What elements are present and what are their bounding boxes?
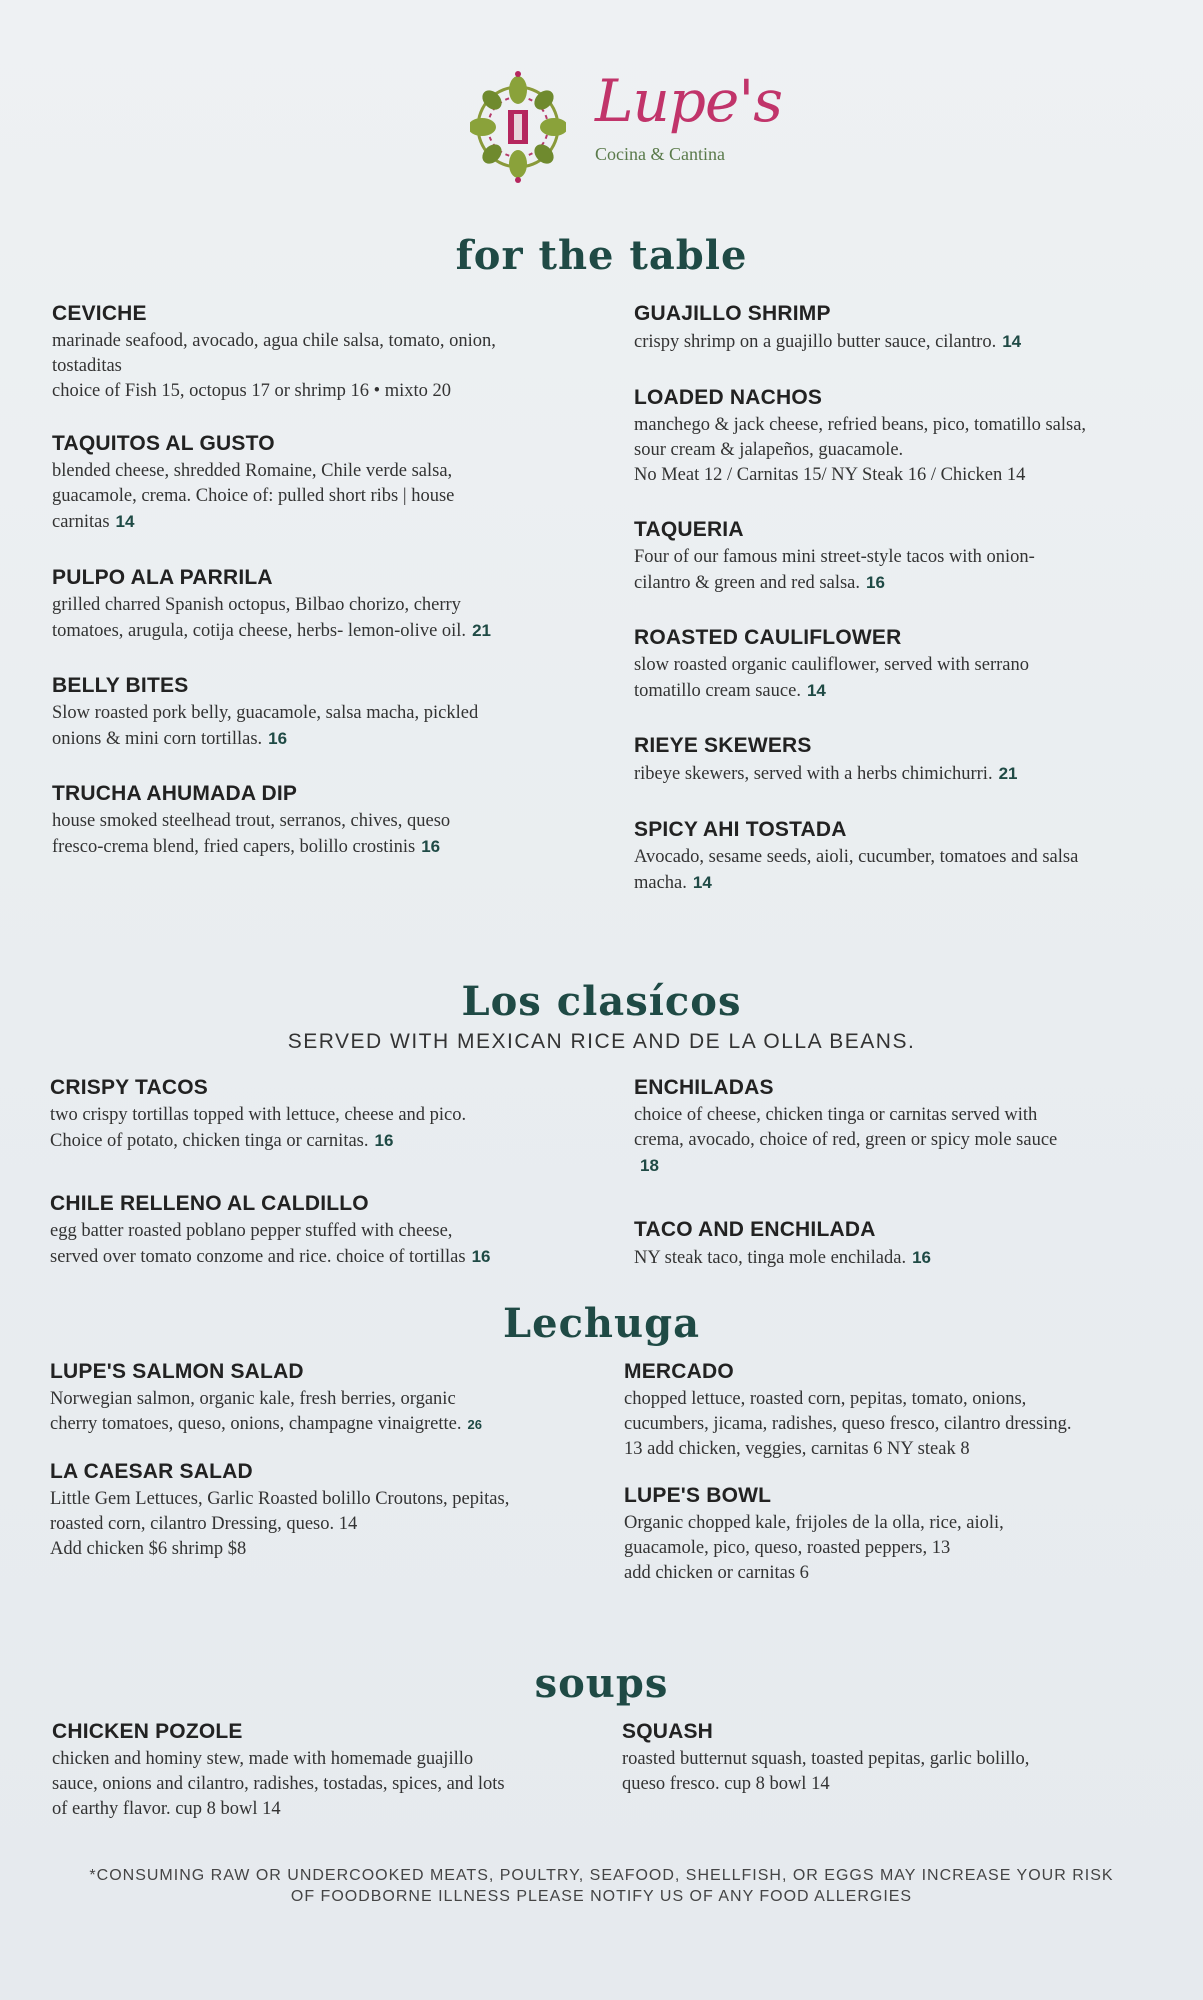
item-name: MERCADO (624, 1360, 734, 1383)
menu-item-guajillo-shrimp (634, 302, 1174, 355)
item-name: ROASTED CAULIFLOWER (634, 626, 902, 649)
menu-item-ceviche (52, 302, 572, 404)
item-desc-line: tomatoes, arugula, cotija cheese, herbs- lemon-olive oil. (52, 621, 467, 641)
menu-item-mercado (624, 1360, 1184, 1462)
item-name: ENCHILADAS (634, 1076, 774, 1099)
menu-item-taquitos (52, 432, 572, 535)
item-name: CHICKEN POZOLE (52, 1720, 243, 1743)
item-price: 16 (471, 1247, 491, 1266)
item-desc-line: manchego & jack cheese, refried beans, pico, tomatillo salsa, (634, 415, 1087, 435)
menu-item-taco-and-enchilada (634, 1218, 1174, 1271)
menu-item-belly-bites (52, 674, 572, 752)
item-name: BELLY BITES (52, 674, 189, 697)
item-desc-line: crispy shrimp on a guajillo butter sauce, cilantro. (634, 332, 997, 352)
item-name: CHILE RELLENO AL CALDILLO (50, 1192, 369, 1215)
disclaimer-line: OF FOODBORNE ILLNESS PLEASE NOTIFY US OF ANY FOOD ALLERGIES (290, 1888, 913, 1905)
allergy-disclaimer (30, 1865, 1173, 1907)
item-desc-line: egg batter roasted poblano pepper stuffed with cheese, (50, 1221, 453, 1241)
item-desc-line: 13 add chicken, veggies, carnitas 6 NY steak 8 (624, 1439, 970, 1459)
item-name: RIEYE SKEWERS (634, 734, 812, 757)
item-price: 21 (998, 764, 1018, 783)
item-desc-line: slow roasted organic cauliflower, served with serrano (634, 655, 1029, 675)
item-desc-line: onions & mini corn tortillas. (52, 729, 263, 749)
item-name: CRISPY TACOS (50, 1076, 208, 1099)
item-price: 16 (374, 1131, 394, 1150)
item-desc-line: Slow roasted pork belly, guacamole, salsa macha, pickled (52, 703, 479, 723)
item-name: TRUCHA AHUMADA DIP (52, 782, 298, 805)
item-desc-line: Avocado, sesame seeds, aioli, cucumber, tomatoes and salsa (634, 847, 1079, 867)
menu-item-enchiladas (634, 1076, 1174, 1179)
item-desc-line: cilantro & green and red salsa. (634, 573, 861, 593)
item-name: LA CAESAR SALAD (50, 1460, 253, 1483)
section-title-los-clasicos: Los clasícos (461, 978, 742, 1025)
floral-emblem-icon (470, 70, 566, 185)
menu-item-spicy-ahi-tostada (634, 818, 1174, 896)
item-desc-line: carnitas (52, 512, 110, 532)
item-desc-line: served over tomato conzome and rice. choice of tortillas (50, 1247, 466, 1267)
brand-name: Lupe's (595, 67, 783, 135)
brand-block (595, 67, 795, 165)
item-desc-line: grilled charred Spanish octopus, Bilbao chorizo, cherry (52, 595, 461, 615)
section-title-for-the-table: for the table (455, 232, 748, 279)
item-price: 16 (268, 729, 288, 748)
menu-item-roasted-cauliflower (634, 626, 1174, 704)
item-desc-line: choice of Fish 15, octopus 17 or shrimp 16 • mixto 20 (52, 381, 452, 401)
item-price: 14 (692, 873, 712, 892)
item-desc-line: Four of our famous mini street-style tacos with onion- (634, 547, 1035, 567)
item-price: 26 (467, 1417, 482, 1432)
item-desc-line: blended cheese, shredded Romaine, Chile verde salsa, (52, 461, 453, 481)
item-desc-line: ribeye skewers, served with a herbs chimichurri. (634, 764, 993, 784)
item-desc-line: tostaditas (52, 356, 122, 376)
menu-item-squash (622, 1720, 1162, 1797)
item-desc-line: of earthy flavor. cup 8 bowl 14 (52, 1799, 281, 1819)
menu-item-salmon-salad (50, 1360, 590, 1437)
item-desc-line: add chicken or carnitas 6 (624, 1563, 809, 1583)
menu-item-taqueria (634, 518, 1174, 596)
item-desc-line: sour cream & jalapeños, guacamole. (634, 440, 904, 460)
item-price: 14 (1002, 332, 1022, 351)
item-desc-line: cherry tomatoes, queso, onions, champagne vinaigrette. (50, 1414, 462, 1434)
menu-item-ribeye-skewers (634, 734, 1174, 787)
item-desc-line: chopped lettuce, roasted corn, pepitas, tomato, onions, (624, 1389, 1027, 1409)
item-price: 18 (640, 1156, 659, 1175)
disclaimer-line: *CONSUMING RAW OR UNDERCOOKED MEATS, POULTRY, SEAFOOD, SHELLFISH, OR EGGS MAY INCREASE YOUR RISK (89, 1867, 1114, 1884)
item-desc-line: No Meat 12 / Carnitas 15/ NY Steak 16 / Chicken 14 (634, 465, 1026, 485)
item-desc-line: Add chicken $6 shrimp $8 (50, 1539, 247, 1559)
item-desc-line: Organic chopped kale, frijoles de la olla, rice, aioli, (624, 1513, 1004, 1533)
item-desc-line: Norwegian salmon, organic kale, fresh berries, organic (50, 1389, 456, 1409)
item-name: SQUASH (622, 1720, 714, 1743)
item-name: GUAJILLO SHRIMP (634, 302, 831, 325)
item-name: TAQUITOS AL GUSTO (52, 432, 275, 455)
item-desc-line: tomatillo cream sauce. (634, 681, 801, 701)
item-price: 21 (472, 621, 491, 640)
menu-item-pulpo (52, 566, 572, 644)
item-desc-line: fresco-crema blend, fried capers, bolillo crostinis (52, 837, 416, 857)
item-desc-line: marinade seafood, avocado, agua chile salsa, tomato, onion, (52, 331, 496, 351)
item-price: 16 (912, 1248, 932, 1267)
item-desc-line: roasted corn, cilantro Dressing, queso. 14 (50, 1514, 358, 1534)
menu-item-chile-relleno (50, 1192, 590, 1270)
item-price: 14 (806, 681, 826, 700)
section-subtitle-los-clasicos: SERVED WITH MEXICAN RICE AND DE LA OLLA BEANS. (287, 1030, 916, 1053)
section-title-lechuga: Lechuga (503, 1300, 700, 1347)
item-desc-line: crema, avocado, choice of red, green or spicy mole sauce (634, 1130, 1058, 1150)
item-desc-line: cucumbers, jicama, radishes, queso fresco, cilantro dressing. (624, 1414, 1072, 1434)
item-name: TACO AND ENCHILADA (634, 1218, 876, 1241)
section-title-soups: soups (534, 1660, 669, 1707)
item-desc-line: chicken and hominy stew, made with homemade guajillo (52, 1749, 474, 1769)
item-desc-line: house smoked steelhead trout, serranos, chives, queso (52, 811, 451, 831)
item-desc-line: roasted butternut squash, toasted pepitas, garlic bolillo, (622, 1749, 1030, 1769)
menu-item-trucha (52, 782, 572, 860)
item-desc-line: NY steak taco, tinga mole enchilada. (634, 1248, 907, 1268)
item-name: CEVICHE (52, 302, 147, 325)
brand-subtitle: Cocina & Cantina (595, 144, 725, 164)
item-name: SPICY AHI TOSTADA (634, 818, 847, 841)
item-desc-line: guacamole, pico, queso, roasted peppers, 13 (624, 1538, 951, 1558)
item-desc-line: Little Gem Lettuces, Garlic Roasted bolillo Croutons, pepitas, (50, 1489, 510, 1509)
item-name: LOADED NACHOS (634, 386, 823, 409)
item-price: 16 (866, 573, 885, 592)
item-name: LUPE'S SALMON SALAD (50, 1360, 304, 1383)
item-desc-line: sauce, onions and cilantro, radishes, tostadas, spices, and lots (52, 1774, 505, 1794)
menu-item-crispy-tacos (50, 1076, 590, 1154)
item-name: TAQUERIA (634, 518, 744, 541)
item-desc-line: choice of cheese, chicken tinga or carnitas served with (634, 1105, 1038, 1125)
item-desc-line: guacamole, crema. Choice of: pulled short ribs | house (52, 486, 455, 506)
item-desc-line: Choice of potato, chicken tinga or carnitas. (50, 1131, 369, 1151)
item-name: LUPE'S BOWL (624, 1484, 772, 1507)
menu-item-caesar-salad (50, 1460, 590, 1562)
item-desc-line: queso fresco. cup 8 bowl 14 (622, 1774, 830, 1794)
menu-item-lupes-bowl (624, 1484, 1184, 1586)
item-desc-line: two crispy tortillas topped with lettuce, cheese and pico. (50, 1105, 467, 1125)
menu-item-loaded-nachos (634, 386, 1174, 488)
item-price: 16 (421, 837, 441, 856)
item-price: 14 (115, 512, 135, 531)
menu-item-chicken-pozole (52, 1720, 592, 1822)
item-desc-line: macha. (634, 873, 687, 893)
item-name: PULPO ALA PARRILA (52, 566, 273, 589)
